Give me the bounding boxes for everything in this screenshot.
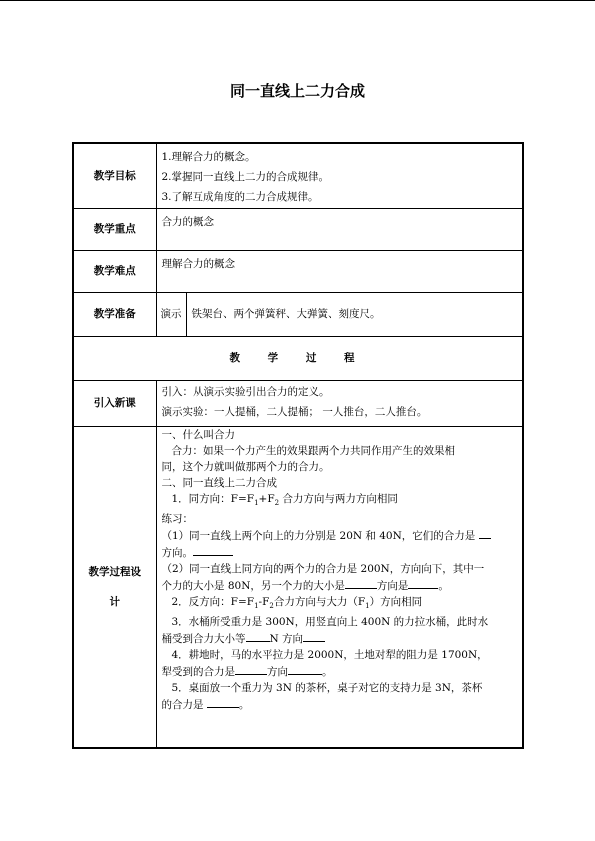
process-line: 3．水桶所受重力是 300N，用竖直向上 400N 的力拉水桶，此时水 bbox=[171, 615, 489, 628]
subscript: 2 bbox=[269, 601, 274, 610]
goals-row bbox=[73, 143, 523, 208]
intro-content bbox=[156, 380, 523, 426]
process-line: 二、同一直线上二力合成 bbox=[161, 476, 277, 489]
intro-line: 引入：从演示实验引出合力的定义。 bbox=[161, 385, 330, 398]
process-label-line: 计 bbox=[109, 595, 120, 608]
process-line bbox=[162, 544, 518, 561]
process-line bbox=[162, 696, 518, 713]
fill-blank[interactable] bbox=[408, 577, 438, 589]
process-text: 。 bbox=[238, 698, 250, 711]
subscript: 1 bbox=[254, 498, 259, 507]
process-line: 练习： bbox=[161, 512, 193, 525]
process-label bbox=[73, 426, 156, 748]
process-line bbox=[162, 594, 518, 614]
lesson-plan-table bbox=[72, 142, 524, 749]
process-line bbox=[162, 577, 518, 594]
process-line: 5．桌面放一个重力为 3N 的茶杯，桌子对它的支持力是 3N，茶杯 bbox=[171, 681, 483, 694]
process-text: +F bbox=[258, 492, 275, 505]
process-line bbox=[162, 630, 518, 647]
document-title: 同一直线上二力合成 bbox=[229, 82, 365, 100]
process-label-line: 教学过程设 bbox=[88, 565, 141, 578]
goal-item: 2.掌握同一直线上二力的合成规律。 bbox=[161, 171, 330, 183]
process-text: 方向 bbox=[267, 665, 288, 678]
process-text: 。 bbox=[438, 579, 449, 592]
process-line: 同，这个力就叫做那两个力的合力。 bbox=[161, 460, 330, 473]
fill-blank[interactable] bbox=[246, 630, 270, 642]
process-text: 个力的大小是 80N，另一个力的大小是 bbox=[161, 579, 345, 592]
process-text: ）方向相同 bbox=[369, 595, 423, 608]
difficulty-label: 教学难点 bbox=[73, 250, 156, 292]
process-text: （1）同一直线上两个向上的力分别是 20N 和 40N，它们的合力是 bbox=[161, 529, 479, 542]
process-header-row bbox=[73, 336, 523, 380]
goals-content bbox=[156, 143, 523, 208]
fill-blank[interactable] bbox=[193, 544, 233, 556]
fill-blank[interactable] bbox=[479, 527, 491, 539]
fill-blank[interactable] bbox=[303, 630, 325, 642]
process-line: 4．耕地时，马的水平拉力是 2000N，土地对犁的阻力是 1700N， bbox=[171, 648, 488, 661]
keypoint-label: 教学重点 bbox=[73, 208, 156, 250]
process-row bbox=[73, 426, 523, 748]
fill-blank[interactable] bbox=[235, 663, 267, 675]
intro-row bbox=[73, 380, 523, 426]
difficulty-row bbox=[73, 250, 523, 292]
keypoint-row bbox=[73, 208, 523, 250]
prep-row bbox=[73, 292, 523, 336]
process-text: 犁受到的合力是 bbox=[161, 665, 235, 678]
process-text: 的合力是 bbox=[161, 698, 207, 711]
keypoint-text: 合力的概念 bbox=[156, 208, 523, 250]
difficulty-text: 理解合力的概念 bbox=[156, 250, 523, 292]
process-content bbox=[156, 426, 523, 748]
process-line bbox=[162, 527, 518, 544]
fill-blank[interactable] bbox=[345, 577, 377, 589]
intro-label: 引入新课 bbox=[73, 380, 156, 426]
intro-line: 演示实验：一人提桶，二人提桶； 一人推台，二人推台。 bbox=[161, 405, 428, 418]
process-line: 一、什么叫合力 bbox=[161, 428, 235, 441]
process-text: 桶受到合力大小等 bbox=[161, 632, 246, 645]
process-line bbox=[162, 663, 518, 680]
subscript: 1 bbox=[365, 601, 370, 610]
process-line: （2）同一直线上同方向的两个力的合力是 200N，方向向下，其中一 bbox=[161, 562, 485, 575]
goal-item: 3.了解互成角度的二力合成规律。 bbox=[161, 191, 319, 203]
prep-label: 教学准备 bbox=[73, 292, 156, 336]
process-text: 1．同方向：F=F bbox=[171, 492, 255, 505]
goal-item: 1.理解合力的概念。 bbox=[161, 151, 256, 163]
prep-text: 铁架台、两个弹簧秤、大弹簧、刻度尺。 bbox=[186, 292, 523, 336]
prep-sub-label: 演示 bbox=[156, 292, 186, 336]
process-text: -F bbox=[258, 595, 270, 608]
process-header: 教 学 过 程 bbox=[73, 336, 523, 380]
goals-label: 教学目标 bbox=[73, 143, 156, 208]
fill-blank[interactable] bbox=[288, 663, 322, 675]
process-line: 合力：如果一个力产生的效果跟两个力共同作用产生的效果相 bbox=[171, 444, 455, 457]
process-text: 合力方向与两力方向相同 bbox=[279, 492, 398, 505]
process-text: 2．反方向：F=F bbox=[171, 595, 255, 608]
page-top-rule bbox=[0, 0, 595, 1]
subscript: 1 bbox=[254, 601, 259, 610]
process-text: 。 bbox=[322, 665, 333, 678]
process-text: 方向。 bbox=[161, 546, 193, 559]
process-text: N 方向 bbox=[269, 632, 304, 645]
fill-blank[interactable] bbox=[207, 696, 239, 708]
process-line bbox=[162, 491, 518, 511]
process-text: 合力方向与大力（F bbox=[273, 595, 366, 608]
process-text: 方向是 bbox=[376, 579, 409, 592]
subscript: 2 bbox=[274, 498, 280, 507]
